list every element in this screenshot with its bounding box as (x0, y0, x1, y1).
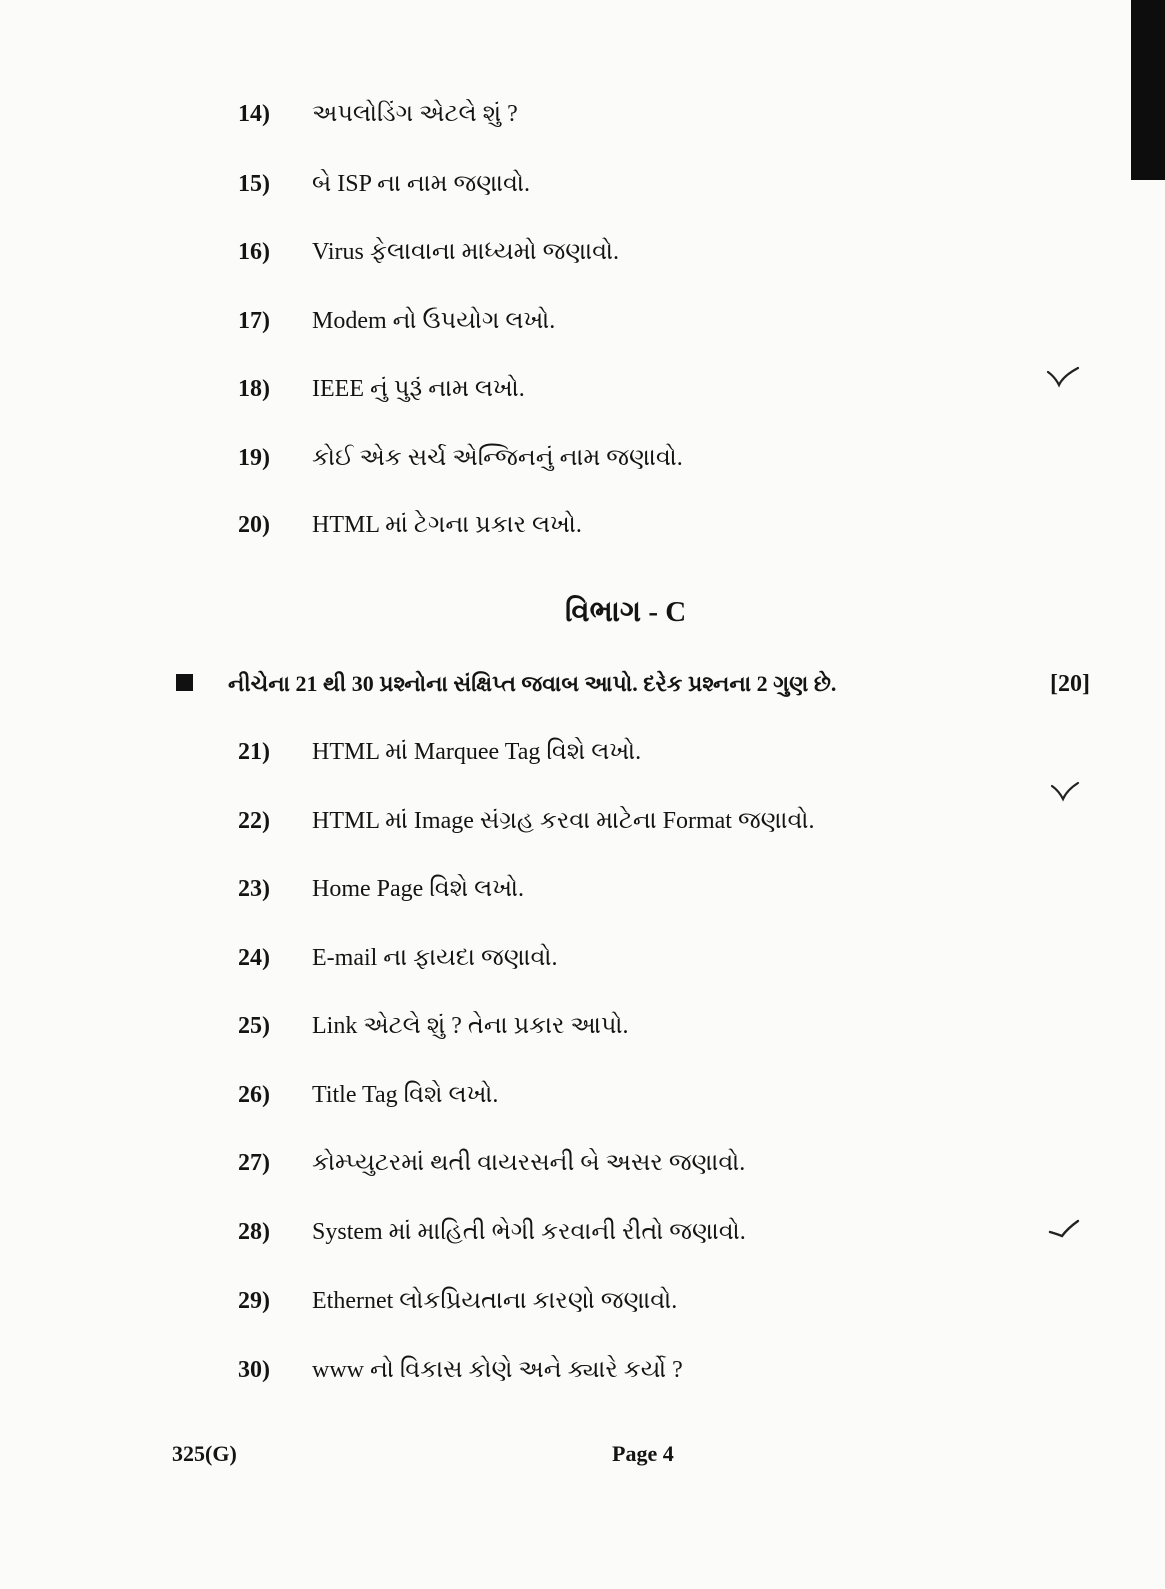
scan-edge-bar (1131, 0, 1165, 180)
section-instruction: નીચેના 21 થી 30 પ્રશ્નોના સંક્ષિપ્ત જવાબ આપો. દરેક પ્રશ્નના 2 ગુણ છે. (228, 671, 837, 696)
check-mark-icon (1050, 780, 1084, 802)
question-21 (238, 732, 1038, 772)
section-heading: વિભાગ - C (565, 596, 687, 628)
question-30 (238, 1350, 1038, 1390)
question-27 (238, 1143, 1038, 1183)
square-bullet-icon (176, 674, 193, 691)
question-14 (238, 94, 1038, 134)
question-26 (238, 1075, 1038, 1115)
question-text: IEEE નું પુરૂં નામ લખો. (312, 376, 525, 402)
question-number: 26) (238, 1082, 270, 1108)
question-18 (238, 369, 1038, 409)
question-text: HTML માં Marquee Tag વિશે લખો. (312, 739, 642, 765)
question-number: 17) (238, 308, 270, 334)
question-text: www નો વિકાસ કોણે અને ક્યારે કર્યો ? (312, 1357, 683, 1383)
question-22 (238, 801, 1038, 841)
question-23 (238, 869, 1038, 909)
question-text: બે ISP ના નામ જણાવો. (312, 171, 530, 197)
question-number: 25) (238, 1013, 270, 1039)
question-text: કોમ્પ્યુટરમાં થતી વાયરસની બે અસર જણાવો. (312, 1150, 746, 1176)
question-number: 14) (238, 101, 270, 127)
question-number: 23) (238, 876, 270, 902)
question-text: Link એટલે શું ? તેના પ્રકાર આપો. (312, 1013, 629, 1039)
question-number: 29) (238, 1288, 270, 1314)
question-number: 24) (238, 945, 270, 971)
page-number: Page 4 (612, 1441, 674, 1466)
question-number: 28) (238, 1219, 270, 1245)
question-15 (238, 164, 1038, 204)
question-number: 18) (238, 376, 270, 402)
question-25 (238, 1006, 1038, 1046)
question-number: 20) (238, 512, 270, 538)
question-text: Virus ફેલાવાના માધ્યમો જણાવો. (312, 239, 620, 265)
question-text: Modem નો ઉપયોગ લખો. (312, 308, 556, 334)
question-text: E-mail ના ફાયદા જણાવો. (312, 945, 558, 971)
check-mark-icon (1048, 1218, 1082, 1240)
section-marks: [20] (1050, 671, 1090, 697)
check-mark-icon (1046, 366, 1080, 388)
question-number: 21) (238, 739, 270, 765)
question-text: Title Tag વિશે લખો. (312, 1082, 499, 1108)
question-text: Ethernet લોકપ્રિયતાના કારણો જણાવો. (312, 1288, 678, 1314)
question-number: 22) (238, 808, 270, 834)
question-text: કોઈ એક સર્ચ એન્જિનનું નામ જણાવો. (312, 445, 683, 471)
question-text: HTML માં ટેગના પ્રકાર લખો. (312, 512, 582, 538)
question-text: Home Page વિશે લખો. (312, 876, 525, 902)
question-text: અપલોડિંગ એટલે શું ? (312, 101, 518, 127)
question-16 (238, 232, 1038, 272)
question-number: 16) (238, 239, 270, 265)
question-17 (238, 301, 1038, 341)
question-29 (238, 1281, 1038, 1321)
question-text: HTML માં Image સંગ્રહ કરવા માટેના Format જણાવો. (312, 808, 815, 834)
question-number: 15) (238, 171, 270, 197)
question-28 (238, 1212, 1038, 1252)
question-number: 27) (238, 1150, 270, 1176)
question-number: 19) (238, 445, 270, 471)
question-number: 30) (238, 1357, 270, 1383)
question-text: System માં માહિતી ભેગી કરવાની રીતો જણાવો. (312, 1219, 746, 1245)
question-24 (238, 938, 1038, 978)
question-20 (238, 505, 1038, 545)
question-19 (238, 438, 1038, 478)
paper-code: 325(G) (172, 1441, 237, 1466)
